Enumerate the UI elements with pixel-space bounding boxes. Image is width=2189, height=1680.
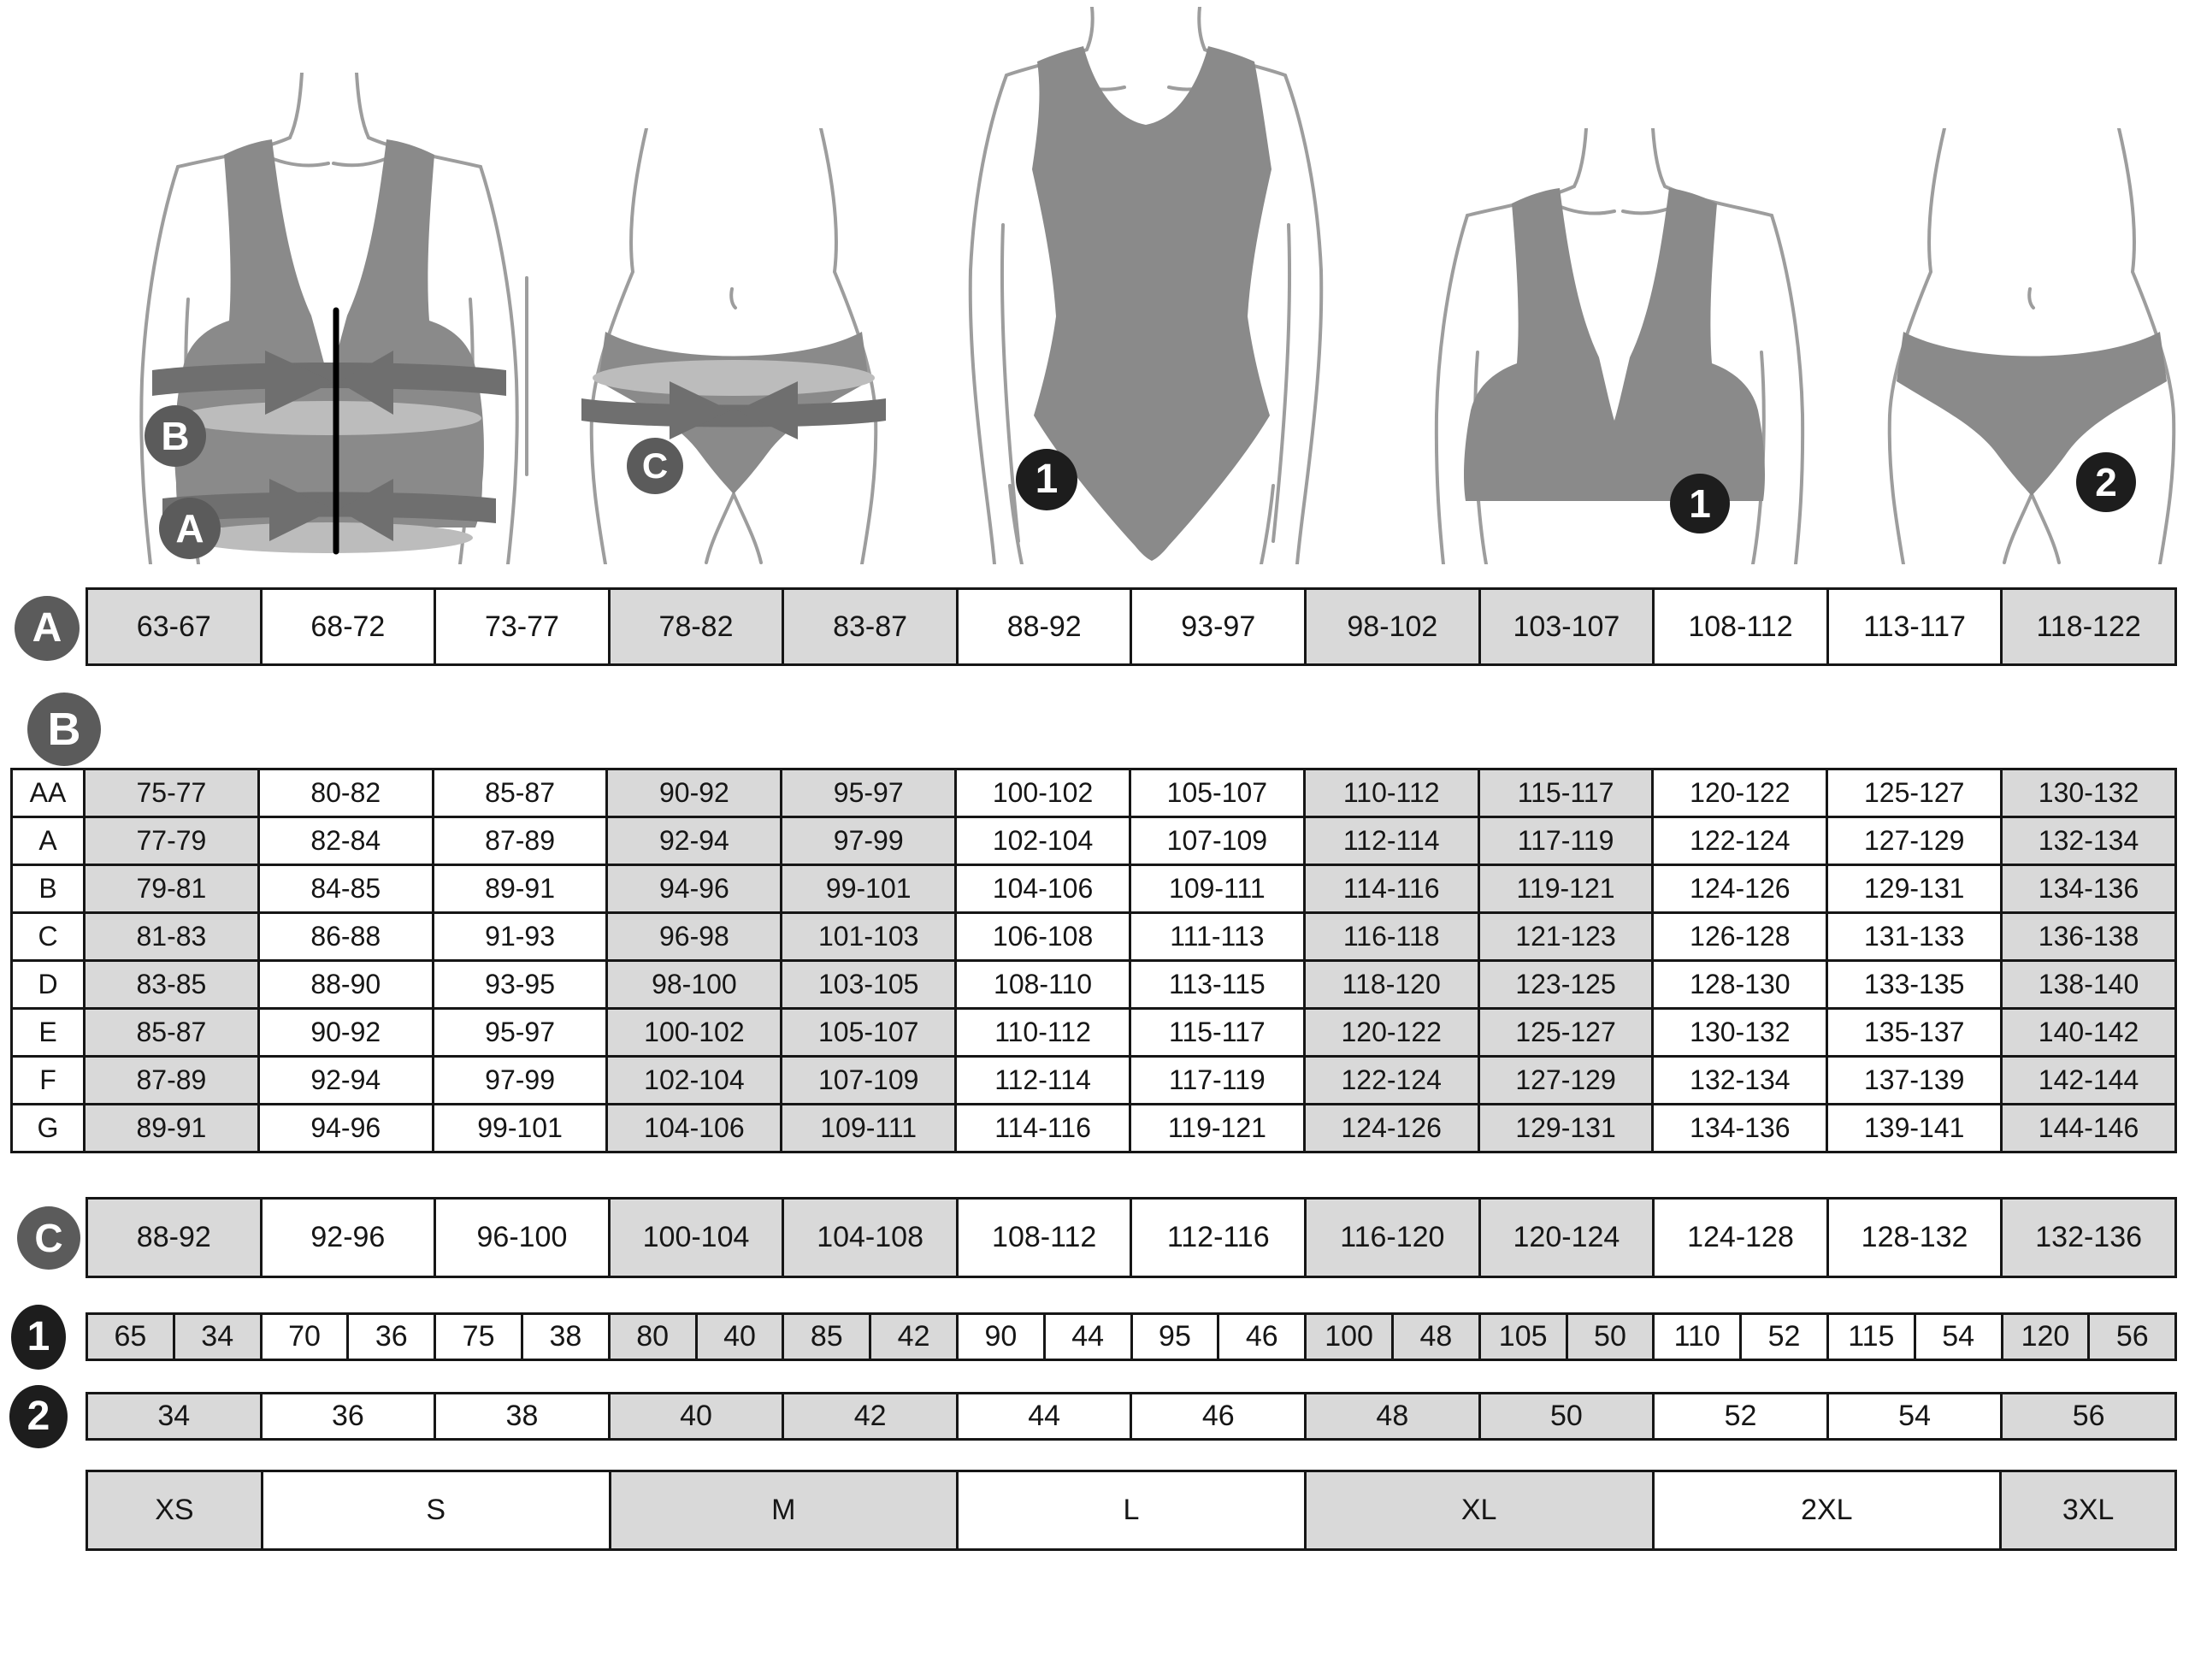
bust-cell: 96-98 bbox=[605, 911, 782, 962]
panty-size-cell: 48 bbox=[1304, 1392, 1481, 1441]
underbust-cell: 83-87 bbox=[782, 587, 959, 666]
bra-band-cell: 75 bbox=[434, 1312, 523, 1361]
bra-euro-cell: 42 bbox=[869, 1312, 959, 1361]
bust-cell: 92-94 bbox=[605, 816, 782, 866]
measure-tape-hips bbox=[593, 360, 875, 396]
bra-band-cell: 80 bbox=[608, 1312, 698, 1361]
bust-cell: 102-104 bbox=[954, 816, 1131, 866]
bust-cell: 80-82 bbox=[257, 768, 434, 818]
cup-row-B bbox=[10, 864, 2177, 914]
bust-cell: 134-136 bbox=[2000, 864, 2177, 914]
bust-cell: 139-141 bbox=[1826, 1103, 2003, 1153]
panty-size-cell: 50 bbox=[1478, 1392, 1655, 1441]
bust-cell: 119-121 bbox=[1129, 1103, 1306, 1153]
bust-cell: 115-117 bbox=[1129, 1007, 1306, 1058]
intl-size-cell: S bbox=[261, 1470, 611, 1551]
bra-band-cell: 95 bbox=[1130, 1312, 1220, 1361]
bust-cell: 99-101 bbox=[432, 1103, 609, 1153]
bust-cell: 114-116 bbox=[1303, 864, 1480, 914]
panty-size-cell: 44 bbox=[956, 1392, 1133, 1441]
row-badge-bust-B: B bbox=[27, 693, 101, 766]
underbust-cell: 103-107 bbox=[1478, 587, 1655, 666]
bust-cell: 91-93 bbox=[432, 911, 609, 962]
bust-cell: 89-91 bbox=[83, 1103, 260, 1153]
underbust-cell: 98-102 bbox=[1304, 587, 1481, 666]
bra-band-cell: 100 bbox=[1304, 1312, 1394, 1361]
intl-size-cell: L bbox=[956, 1470, 1307, 1551]
bust-cell: 123-125 bbox=[1478, 959, 1655, 1010]
cup-row-C bbox=[10, 911, 2177, 962]
bra-euro-cell: 50 bbox=[1566, 1312, 1655, 1361]
bra-euro-cell: 34 bbox=[173, 1312, 263, 1361]
bust-cell: 106-108 bbox=[954, 911, 1131, 962]
bust-cell: 140-142 bbox=[2000, 1007, 2177, 1058]
bust-cell: 90-92 bbox=[257, 1007, 434, 1058]
bust-cell: 100-102 bbox=[954, 768, 1131, 818]
panty-size-cell: 38 bbox=[434, 1392, 611, 1441]
bust-cell: 132-134 bbox=[2000, 816, 2177, 866]
figure-panty-product bbox=[1874, 128, 2189, 564]
bust-cell: 94-96 bbox=[257, 1103, 434, 1153]
bra-band-cell: 90 bbox=[956, 1312, 1046, 1361]
bust-cell: 122-124 bbox=[1303, 1055, 1480, 1105]
hips-cell: 128-132 bbox=[1826, 1197, 2003, 1278]
bust-cell: 130-132 bbox=[1651, 1007, 1828, 1058]
international-size-row bbox=[86, 1470, 2177, 1551]
bust-cell: 133-135 bbox=[1826, 959, 2003, 1010]
bust-cell: 101-103 bbox=[780, 911, 957, 962]
bust-cell: 128-130 bbox=[1651, 959, 1828, 1010]
bust-cell: 90-92 bbox=[605, 768, 782, 818]
bra-band-cell: 115 bbox=[1826, 1312, 1916, 1361]
bust-cell: 136-138 bbox=[2000, 911, 2177, 962]
intl-size-cell: 2XL bbox=[1652, 1470, 2003, 1551]
bust-cell: 116-118 bbox=[1303, 911, 1480, 962]
bust-cell: 109-111 bbox=[780, 1103, 957, 1153]
bust-cell: 130-132 bbox=[2000, 768, 2177, 818]
bra-euro-cell: 52 bbox=[1739, 1312, 1829, 1361]
bust-cell: 89-91 bbox=[432, 864, 609, 914]
hips-cell: 92-96 bbox=[260, 1197, 437, 1278]
bust-cell: 92-94 bbox=[257, 1055, 434, 1105]
cup-row-F bbox=[10, 1055, 2177, 1105]
bra-shape bbox=[174, 139, 484, 528]
bust-cell: 125-127 bbox=[1826, 768, 2003, 818]
underbust-cell: 63-67 bbox=[86, 587, 263, 666]
bra-band-cell: 110 bbox=[1652, 1312, 1742, 1361]
bust-cell: 142-144 bbox=[2000, 1055, 2177, 1105]
bust-cell: 102-104 bbox=[605, 1055, 782, 1105]
intl-size-cell: M bbox=[609, 1470, 959, 1551]
row-badge-underbust-A: A bbox=[15, 596, 80, 661]
cup-label: E bbox=[10, 1007, 86, 1058]
bust-cell: 118-120 bbox=[1303, 959, 1480, 1010]
bra-euro-cell: 56 bbox=[2087, 1312, 2177, 1361]
bra-euro-cell: 36 bbox=[346, 1312, 436, 1361]
cup-row-G bbox=[10, 1103, 2177, 1153]
bra-band-cell: 120 bbox=[2001, 1312, 2091, 1361]
bra-band-cell: 105 bbox=[1478, 1312, 1568, 1361]
bust-cell: 127-129 bbox=[1826, 816, 2003, 866]
bra-euro-cell: 48 bbox=[1391, 1312, 1481, 1361]
cup-label: D bbox=[10, 959, 86, 1010]
hips-cell: 96-100 bbox=[434, 1197, 611, 1278]
bust-cell: 93-95 bbox=[432, 959, 609, 1010]
underbust-cell: 118-122 bbox=[2000, 587, 2177, 666]
cup-row-E bbox=[10, 1007, 2177, 1058]
bust-cell: 121-123 bbox=[1478, 911, 1655, 962]
underbust-cell: 88-92 bbox=[956, 587, 1133, 666]
bust-cell: 100-102 bbox=[605, 1007, 782, 1058]
bust-cell: 112-114 bbox=[1303, 816, 1480, 866]
figure-bra-measurement bbox=[128, 73, 530, 564]
bra-size-row bbox=[86, 1312, 2177, 1361]
bust-cell: 112-114 bbox=[954, 1055, 1131, 1105]
bust-cell: 83-85 bbox=[83, 959, 260, 1010]
bust-cell: 103-105 bbox=[780, 959, 957, 1010]
bust-cell: 104-106 bbox=[605, 1103, 782, 1153]
panty-size-cell: 46 bbox=[1130, 1392, 1307, 1441]
bra-euro-cell: 44 bbox=[1043, 1312, 1133, 1361]
row-badge-panty-size-2: 2 bbox=[9, 1385, 68, 1448]
bra-euro-cell: 38 bbox=[521, 1312, 611, 1361]
bust-cell: 135-137 bbox=[1826, 1007, 2003, 1058]
bust-cell: 84-85 bbox=[257, 864, 434, 914]
badge-bra-1: 1 bbox=[1670, 474, 1730, 533]
cup-row-A bbox=[10, 816, 2177, 866]
bust-cell: 87-89 bbox=[83, 1055, 260, 1105]
cup-label: F bbox=[10, 1055, 86, 1105]
bust-cell: 85-87 bbox=[83, 1007, 260, 1058]
hips-cell: 108-112 bbox=[956, 1197, 1133, 1278]
badge-panty-2: 2 bbox=[2076, 452, 2136, 512]
bust-cell: 127-129 bbox=[1478, 1055, 1655, 1105]
bust-cell: 122-124 bbox=[1651, 816, 1828, 866]
intl-size-cell: 3XL bbox=[1999, 1470, 2177, 1551]
bust-cell: 137-139 bbox=[1826, 1055, 2003, 1105]
bust-cell: 134-136 bbox=[1651, 1103, 1828, 1153]
bust-cell: 104-106 bbox=[954, 864, 1131, 914]
bust-cell: 109-111 bbox=[1129, 864, 1306, 914]
panty-size-cell: 54 bbox=[1826, 1392, 2003, 1441]
bust-cell: 85-87 bbox=[432, 768, 609, 818]
bust-cell: 138-140 bbox=[2000, 959, 2177, 1010]
panty-size-cell: 52 bbox=[1652, 1392, 1829, 1441]
bust-cell: 124-126 bbox=[1651, 864, 1828, 914]
cup-label: G bbox=[10, 1103, 86, 1153]
bust-cell: 88-90 bbox=[257, 959, 434, 1010]
underbust-cell: 73-77 bbox=[434, 587, 611, 666]
bust-cell: 77-79 bbox=[83, 816, 260, 866]
cup-label: A bbox=[10, 816, 86, 866]
hips-cell: 132-136 bbox=[2000, 1197, 2177, 1278]
bust-cell: 125-127 bbox=[1478, 1007, 1655, 1058]
bra-band-cell: 85 bbox=[782, 1312, 871, 1361]
underbust-cell: 108-112 bbox=[1652, 587, 1829, 666]
badge-bust-B: B bbox=[145, 405, 206, 467]
badge-bodysuit-1: 1 bbox=[1016, 449, 1077, 510]
panty-size-cell: 42 bbox=[782, 1392, 959, 1441]
bust-cell: 126-128 bbox=[1651, 911, 1828, 962]
measure-tape-underbust bbox=[186, 522, 473, 553]
bust-cell: 120-122 bbox=[1651, 768, 1828, 818]
cup-label: C bbox=[10, 911, 86, 962]
cup-label: AA bbox=[10, 768, 86, 818]
bust-cell: 81-83 bbox=[83, 911, 260, 962]
intl-size-cell: XS bbox=[86, 1470, 263, 1551]
badge-underbust-A: A bbox=[159, 498, 221, 559]
measure-tape-bust bbox=[177, 401, 481, 435]
underbust-cell: 68-72 bbox=[260, 587, 437, 666]
bra-band-cell: 65 bbox=[86, 1312, 175, 1361]
bust-cell: 129-131 bbox=[1826, 864, 2003, 914]
bust-cell: 115-117 bbox=[1478, 768, 1655, 818]
panty-size-cell: 36 bbox=[260, 1392, 437, 1441]
bra-euro-cell: 46 bbox=[1217, 1312, 1307, 1361]
panty-size-cell: 40 bbox=[608, 1392, 785, 1441]
hips-cell: 120-124 bbox=[1478, 1197, 1655, 1278]
intl-size-cell: XL bbox=[1304, 1470, 1655, 1551]
underbust-cell: 113-117 bbox=[1826, 587, 2003, 666]
bust-cell: 105-107 bbox=[1129, 768, 1306, 818]
underbust-cell: 78-82 bbox=[608, 587, 785, 666]
bust-cell: 117-119 bbox=[1129, 1055, 1306, 1105]
bust-cell: 75-77 bbox=[83, 768, 260, 818]
hips-row bbox=[86, 1197, 2177, 1278]
hips-cell: 116-120 bbox=[1304, 1197, 1481, 1278]
figure-bra-product bbox=[1411, 128, 1856, 564]
bust-cell: 131-133 bbox=[1826, 911, 2003, 962]
bust-cell: 111-113 bbox=[1129, 911, 1306, 962]
bust-cell: 107-109 bbox=[1129, 816, 1306, 866]
cup-label: B bbox=[10, 864, 86, 914]
bust-cell: 105-107 bbox=[780, 1007, 957, 1058]
bra-band-cell: 70 bbox=[260, 1312, 350, 1361]
row-badge-bra-size-1: 1 bbox=[11, 1305, 66, 1370]
bust-cell: 110-112 bbox=[954, 1007, 1131, 1058]
cup-row-D bbox=[10, 959, 2177, 1010]
bust-cell: 132-134 bbox=[1651, 1055, 1828, 1105]
bust-cell: 98-100 bbox=[605, 959, 782, 1010]
hips-cell: 112-116 bbox=[1130, 1197, 1307, 1278]
bust-cell: 117-119 bbox=[1478, 816, 1655, 866]
bust-cell: 79-81 bbox=[83, 864, 260, 914]
bust-cell: 124-126 bbox=[1303, 1103, 1480, 1153]
row-badge-hips-C: C bbox=[17, 1206, 80, 1270]
bust-cell: 99-101 bbox=[780, 864, 957, 914]
badge-hips-C: C bbox=[627, 438, 683, 494]
bust-cell: 95-97 bbox=[432, 1007, 609, 1058]
cup-row-AA bbox=[10, 768, 2177, 818]
hips-cell: 124-128 bbox=[1652, 1197, 1829, 1278]
bust-cell: 110-112 bbox=[1303, 768, 1480, 818]
underbust-cell: 93-97 bbox=[1130, 587, 1307, 666]
bust-cell: 108-110 bbox=[954, 959, 1131, 1010]
bust-cell: 120-122 bbox=[1303, 1007, 1480, 1058]
bust-cell: 94-96 bbox=[605, 864, 782, 914]
hips-cell: 88-92 bbox=[86, 1197, 263, 1278]
underbust-row bbox=[86, 587, 2177, 666]
bra-euro-cell: 54 bbox=[1914, 1312, 2003, 1361]
figure-panty-measurement bbox=[571, 128, 896, 564]
hips-cell: 100-104 bbox=[608, 1197, 785, 1278]
bra-euro-cell: 40 bbox=[695, 1312, 785, 1361]
bust-cell: 95-97 bbox=[780, 768, 957, 818]
bust-cup-table bbox=[10, 768, 2177, 1153]
bust-cell: 114-116 bbox=[954, 1103, 1131, 1153]
bust-cell: 119-121 bbox=[1478, 864, 1655, 914]
panty-size-cell: 34 bbox=[86, 1392, 263, 1441]
bust-cell: 87-89 bbox=[432, 816, 609, 866]
panty-size-cell: 56 bbox=[2000, 1392, 2177, 1441]
bust-cell: 144-146 bbox=[2000, 1103, 2177, 1153]
hips-cell: 104-108 bbox=[782, 1197, 959, 1278]
bra-shape bbox=[1464, 188, 1765, 501]
bust-cell: 97-99 bbox=[432, 1055, 609, 1105]
bust-cell: 113-115 bbox=[1129, 959, 1306, 1010]
panty-size-row bbox=[86, 1392, 2177, 1441]
bust-cell: 82-84 bbox=[257, 816, 434, 866]
bust-cell: 86-88 bbox=[257, 911, 434, 962]
bust-cell: 107-109 bbox=[780, 1055, 957, 1105]
bust-cell: 129-131 bbox=[1478, 1103, 1655, 1153]
bust-cell: 97-99 bbox=[780, 816, 957, 866]
